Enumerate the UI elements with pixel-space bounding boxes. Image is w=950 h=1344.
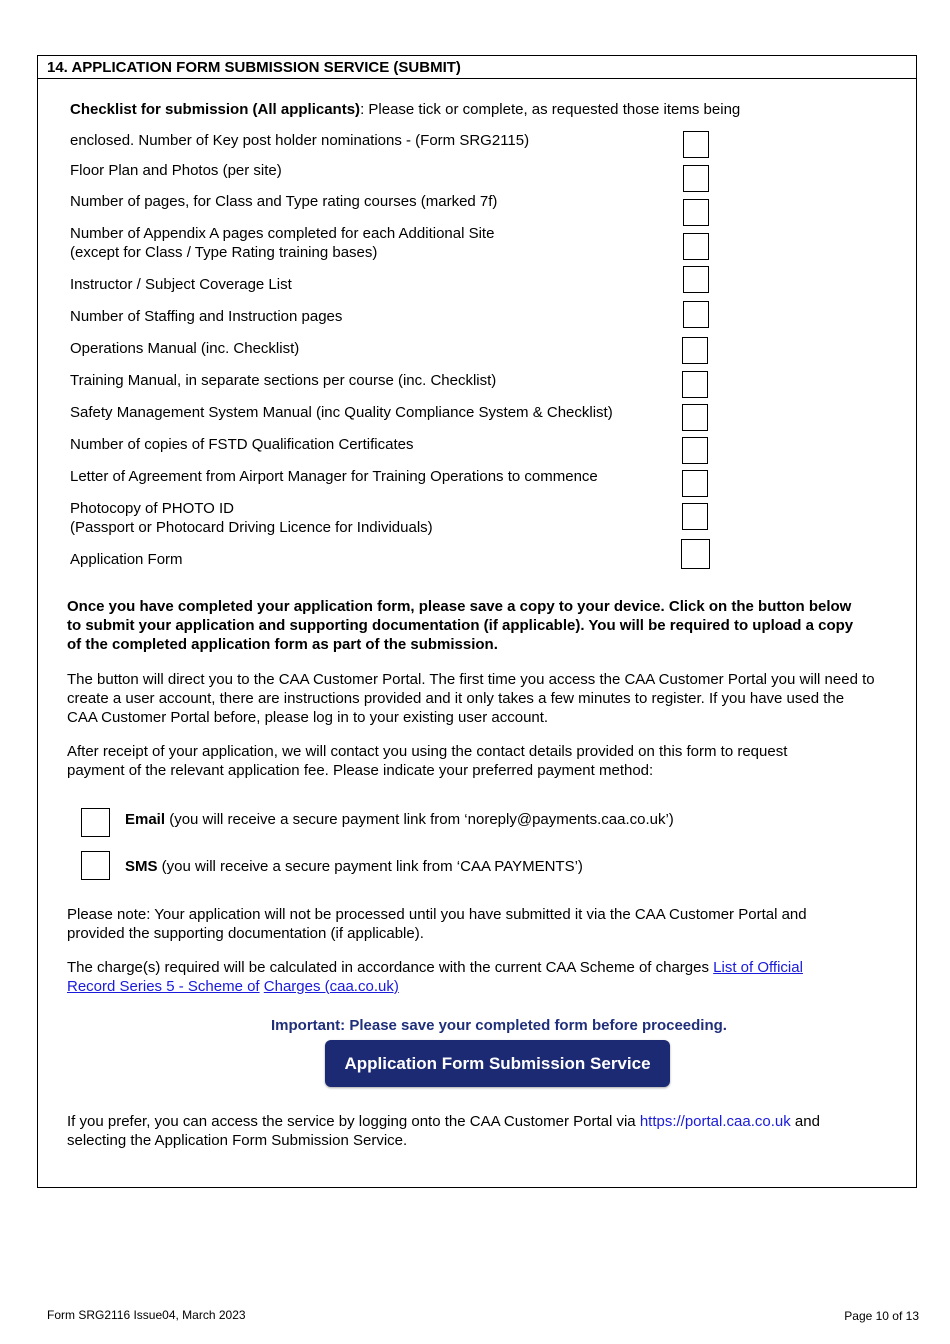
checklist-item-label: Safety Management System Manual (inc Quality Compliance System & Checklist) [70, 404, 613, 421]
email-payment-desc: (you will receive a secure payment link from ‘noreply@payments.caa.co.uk’) [165, 811, 674, 828]
checklist-checkbox[interactable] [683, 165, 709, 192]
checklist-heading-rest: : Please tick or complete, as requested those items being [360, 101, 741, 118]
charges-text: The charge(s) required will be calculated in accordance with the current CAA Scheme of charges [67, 959, 714, 976]
processing-note: Please note: Your application will not be processed until you have submitted it via the CAA Customer Portal and provided the supporting documentation (if applicable). [67, 906, 807, 942]
checklist-item-sublabel: (Passport or Photocard Driving Licence for Individuals) [70, 519, 433, 536]
checklist-checkbox[interactable] [683, 131, 709, 158]
checklist-item-label: Number of Staffing and Instruction pages [70, 308, 343, 325]
save-warning: Important: Please save your completed form before proceeding. [271, 1017, 727, 1034]
charges-link-continued[interactable]: Charges (caa.co.uk) [263, 978, 399, 995]
checklist-item-label: Floor Plan and Photos (per site) [70, 162, 282, 179]
checklist-checkbox[interactable] [682, 371, 708, 398]
email-payment-label: Email [125, 811, 166, 828]
alternate-access-text-after: and selecting the Application Form Submission Service. [67, 1113, 820, 1149]
checklist-checkbox[interactable] [682, 470, 708, 497]
checklist-item-label: Operations Manual (inc. Checklist) [70, 340, 300, 357]
checklist-item-sublabel: (except for Class / Type Rating training bases) [70, 244, 378, 261]
checklist-item-label: enclosed. Number of Key post holder nominations - (Form SRG2115) [70, 132, 530, 149]
email-payment-checkbox[interactable] [81, 808, 110, 837]
save-instructions: Once you have completed your application form, please save a copy to your device. Click on the button below to submit your application and supporting documentation (if applicable). You will be required to upload a copy of the completed application form as part of the submission. [67, 598, 854, 653]
alternate-access-text: If you prefer, you can access the service by logging onto the CAA Customer Portal via [67, 1113, 640, 1130]
checklist-item-label: Instructor / Subject Coverage List [70, 276, 292, 293]
checklist-item-label: Letter of Agreement from Airport Manager for Training Operations to commence [70, 468, 598, 485]
checklist-item-label: Training Manual, in separate sections per course (inc. Checklist) [70, 372, 497, 389]
sms-payment-checkbox[interactable] [81, 851, 110, 880]
checklist-item-label: Photocopy of PHOTO ID [70, 500, 234, 517]
checklist-checkbox[interactable] [682, 404, 708, 431]
charges-note [67, 958, 847, 996]
form-identifier: Form SRG2116 Issue04, March 2023 [47, 1308, 246, 1322]
checklist-item-label: Number of copies of FSTD Qualification Certificates [70, 436, 414, 453]
checklist-heading [70, 100, 740, 119]
checklist-checkbox[interactable] [683, 199, 709, 226]
checklist-item-label: Number of Appendix A pages completed for each Additional Site [70, 225, 495, 242]
section-title: 14. APPLICATION FORM SUBMISSION SERVICE (SUBMIT) [47, 59, 461, 76]
page-number: Page 10 of 13 [844, 1309, 919, 1323]
charges-link[interactable]: List of Official Record Series 5 - Scheme of [67, 959, 803, 995]
portal-instructions: The button will direct you to the CAA Customer Portal. The first time you access the CAA Customer Portal you will need to create a user account, there are instructions provided and it only takes a few minutes to register. If you have used the CAA Customer Portal before, please log in to your existing user account. [67, 671, 875, 726]
payment-instructions: After receipt of your application, we will contact you using the contact details provided on this form to request payment of the relevant application fee. Please indicate your preferred payment method: [67, 743, 788, 779]
checklist-checkbox[interactable] [681, 539, 710, 569]
checklist-item-label: Number of pages, for Class and Type rating courses (marked 7f) [70, 193, 498, 210]
portal-link[interactable]: https://portal.caa.co.uk [639, 1113, 791, 1130]
sms-payment-desc: (you will receive a secure payment link from ‘CAA PAYMENTS’) [157, 858, 583, 875]
application-submission-button[interactable]: Application Form Submission Service [325, 1040, 670, 1087]
email-payment-option [125, 810, 674, 829]
sms-payment-label: SMS [125, 858, 158, 875]
checklist-heading-bold: Checklist for submission (All applicants) [70, 101, 361, 118]
checklist-checkbox[interactable] [683, 301, 709, 328]
checklist-checkbox[interactable] [682, 337, 708, 364]
checklist-checkbox[interactable] [683, 266, 709, 293]
sms-payment-option [125, 857, 583, 876]
alternate-access-note [67, 1112, 857, 1150]
checklist-checkbox[interactable] [682, 503, 708, 530]
checklist-checkbox[interactable] [683, 233, 709, 260]
checklist-item-label: Application Form [70, 551, 183, 568]
checklist-checkbox[interactable] [682, 437, 708, 464]
